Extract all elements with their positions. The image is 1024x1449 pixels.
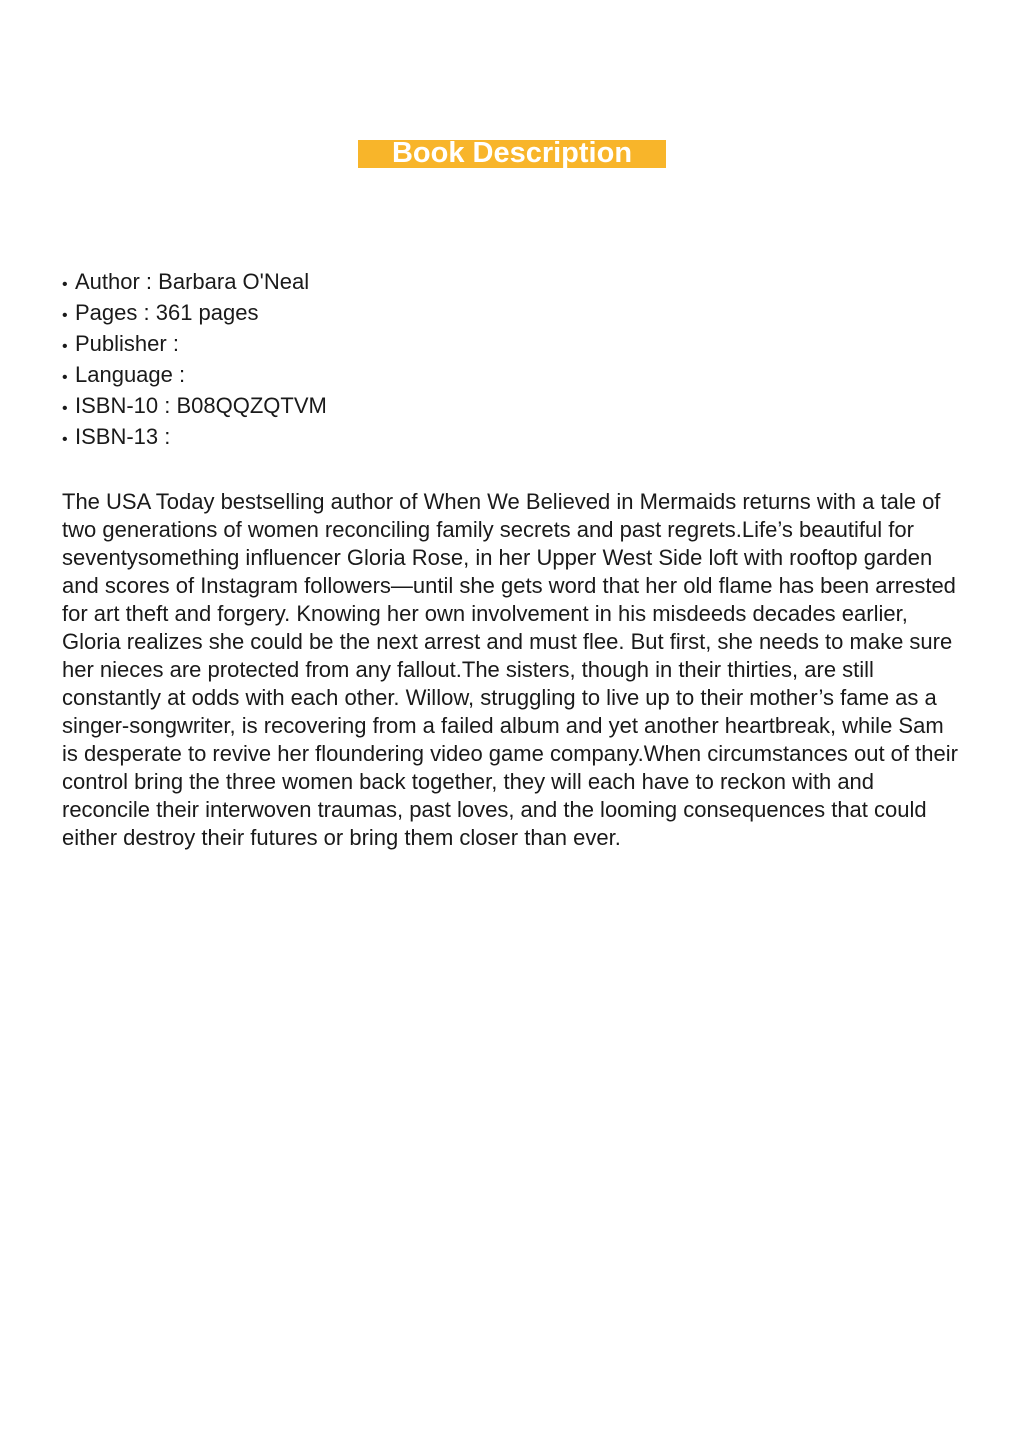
bullet-icon: •	[62, 307, 68, 324]
metadata-isbn10-text: ISBN-10 : B08QQZQTVM	[75, 393, 327, 418]
bullet-icon: •	[62, 338, 68, 355]
book-description-paragraph: The USA Today bestselling author of When We Believed in Mermaids returns with a tale of two generations of women reconciling family secrets and past regrets.Life’s beautiful for seventysomething influencer Gloria Rose, in her Upper West Side loft with rooftop garden and scores of Instagram followers—until she gets word that her old flame has been arrested for art theft and forgery. Knowing her own involvement in his misdeeds decades earlier, Gloria realizes she could be the next arrest and must flee. But first, she needs to make sure her nieces are protected from any fallout.The sisters, though in their thirties, are still constantly at odds with each other. Willow, struggling to live up to their mother’s fame as a singer-songwriter, is recovering from a failed album and yet another heartbreak, while Sam is desperate to revive her floundering video game company.When circumstances out of their control bring the three women back together, they will each have to reckon with and reconcile their interwoven traumas, past loves, and the looming consequences that could either destroy their futures or bring them closer than ever.	[62, 489, 958, 850]
metadata-language	[62, 361, 327, 392]
bullet-icon: •	[62, 400, 68, 417]
page-title: Book Description	[391, 137, 633, 169]
title-banner	[358, 137, 666, 169]
metadata-author	[62, 268, 327, 299]
metadata-author-text: Author : Barbara O'Neal	[75, 269, 310, 294]
metadata-isbn13	[62, 423, 327, 454]
metadata-pages	[62, 299, 327, 330]
metadata-isbn13-text: ISBN-13 :	[75, 424, 171, 449]
bullet-icon: •	[62, 369, 68, 386]
metadata-publisher	[62, 330, 327, 361]
metadata-isbn10	[62, 392, 327, 423]
book-metadata-list	[62, 268, 327, 454]
metadata-pages-text: Pages : 361 pages	[75, 300, 259, 325]
metadata-publisher-text: Publisher :	[75, 331, 179, 356]
bullet-icon: •	[62, 276, 68, 293]
metadata-language-text: Language :	[75, 362, 186, 387]
bullet-icon: •	[62, 431, 68, 448]
